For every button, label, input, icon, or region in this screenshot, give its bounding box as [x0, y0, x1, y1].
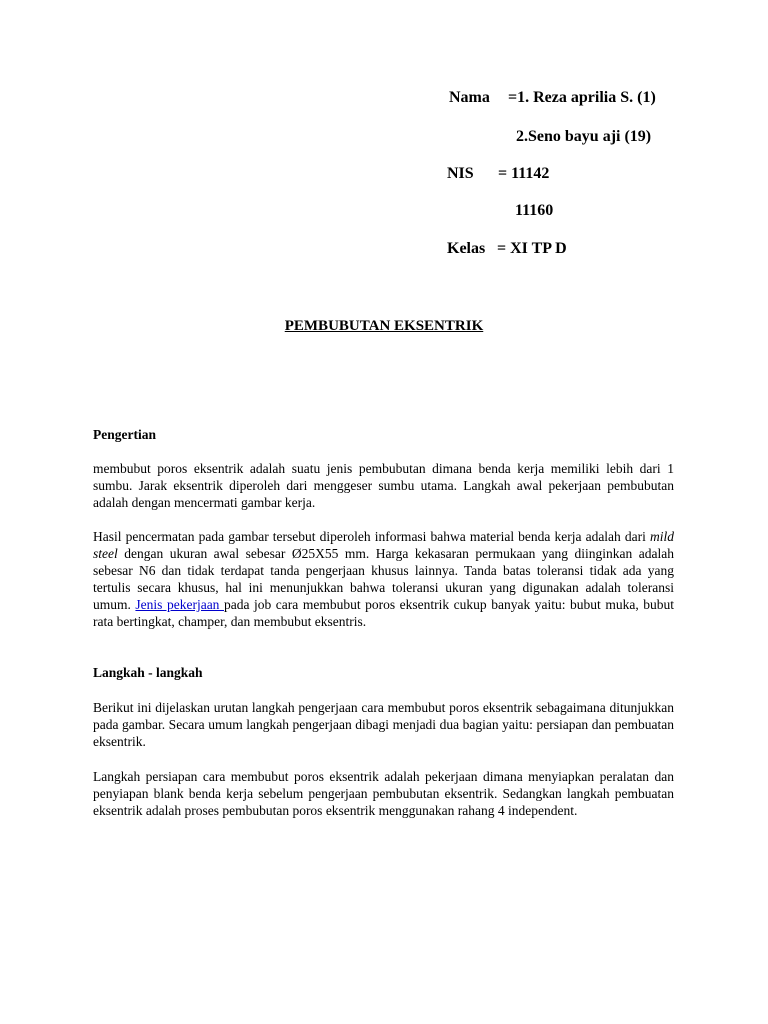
paragraph-text: dengan ukuran awal sebesar Ø25X55 mm. Harga kekasaran permukaan yang diinginkan adalah sebesar N6 dan tidak terdapat tanda pengerjaan khusus lainnya. Tanda batas toleransi tidak ada yang tertulis secara khusus, hal ini menunjukkan bahwa toleransi ukuran yang digunakan adalah toleransi umum.: [93, 546, 674, 612]
kelas-value: = XI TP D: [497, 240, 567, 257]
jenis-pekerjaan-link[interactable]: Jenis pekerjaan: [135, 597, 224, 612]
paragraph-pengertian-1: membubut poros eksentrik adalah suatu jenis pembubutan dimana benda kerja memiliki lebih dari 1 sumbu. Jarak eksentrik diperoleh dari menggeser sumbu utama. Langkah awal pekerjaan pembubutan adalah dengan mencermati gambar kerja.: [93, 461, 674, 510]
nis-label: NIS: [447, 165, 474, 182]
document-title-text: PEMBUBUTAN EKSENTRIK: [284, 318, 484, 334]
italic-term: mild steel: [93, 529, 674, 561]
nama-value-1: =1. Reza aprilia S. (1): [508, 89, 656, 106]
nama-value-2: 2.Seno bayu aji (19): [516, 128, 652, 145]
paragraph-text: Hasil pencermatan pada gambar tersebut diperoleh informasi bahwa material benda kerja adalah dari: [93, 529, 650, 544]
nama-label: Nama: [449, 89, 490, 106]
paragraph-langkah-2: Langkah persiapan cara membubut poros eksentrik adalah pekerjaan dimana menyiapkan peralatan dan penyiapan blank benda kerja sebelum pengerjaan pembubutan eksentrik. Sedangkan langkah pembuatan eksentrik adalah proses pembubutan poros eksentrik menggunakan rahang 4 independent.: [93, 769, 674, 818]
nis-value-2: 11160: [515, 202, 554, 219]
section-heading-pengertian: Pengertian: [93, 427, 156, 442]
document-title: [0, 316, 768, 336]
kelas-label: Kelas: [447, 240, 486, 257]
nis-value-1: = 11142: [498, 165, 550, 182]
paragraph-langkah-1: Berikut ini dijelaskan urutan langkah pengerjaan cara membubut poros eksentrik sebagaimana ditunjukkan pada gambar. Secara umum langkah pengerjaan dibagi menjadi dua bagian yaitu: persiapan dan pembuatan eksentrik.: [93, 700, 674, 749]
paragraph-text: pada job cara membubut poros eksentrik cukup banyak yaitu: bubut muka, bubut rata bertingkat, champer, dan membubut eksentris.: [93, 597, 674, 629]
paragraph-pengertian-2: [93, 528, 674, 630]
section-heading-langkah: Langkah - langkah: [93, 665, 203, 680]
